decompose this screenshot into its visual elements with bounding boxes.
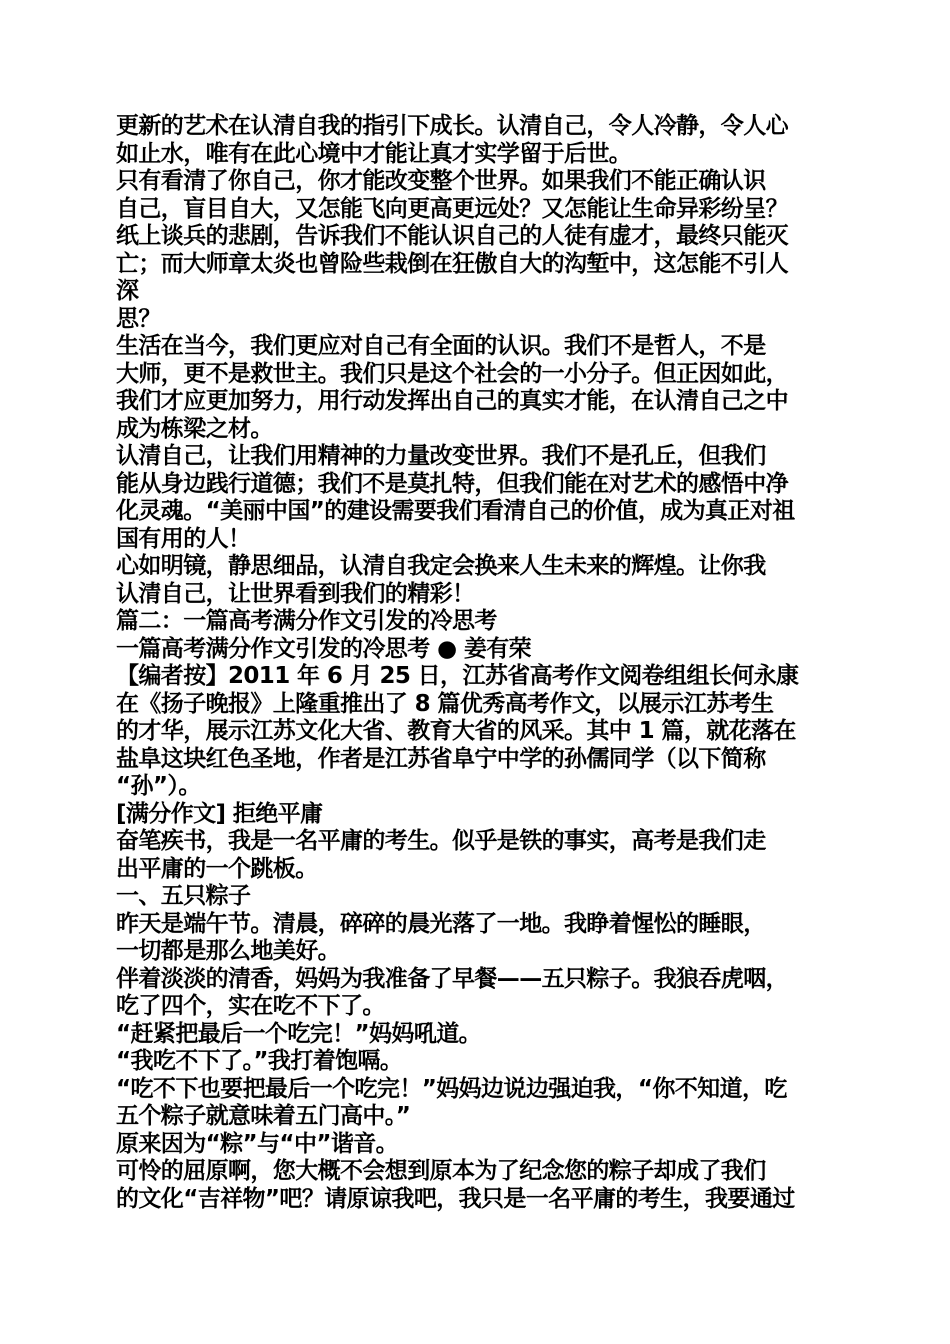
text-line: “我吃不下了。”我打着饱嗝。 bbox=[116, 1048, 403, 1074]
text-line: 如止水，唯有在此心境中才能让真才实学留于后世。 bbox=[116, 140, 632, 167]
text-line: 【编者按】2011 年 6 月 25 日，江苏省高考作文阅卷组组长何永康 bbox=[116, 663, 799, 689]
text-line: 奋笔疾书，我是一名平庸的考生。似乎是铁的事实，高考是我们走 bbox=[116, 828, 766, 854]
text-line: 自己，盲目自大，又怎能飞向更高更远处？又怎能让生命异彩纷呈？ bbox=[116, 195, 789, 222]
text-line: “赶紧把最后一个吃完！”妈妈吼道。 bbox=[116, 1020, 482, 1047]
essay-text bbox=[116, 113, 846, 1213]
text-line: 吃了四个，实在吃不下了。 bbox=[116, 993, 385, 1019]
text-line: 认清自己，让我们用精神的力量改变世界。我们不是孔丘，但我们 bbox=[116, 443, 766, 469]
text-line: 的文化“吉祥物”吧？请原谅我吧，我只是一名平庸的考生，我要通过 bbox=[116, 1185, 795, 1212]
text-line: 能从身边践行道德；我们不是莫扎特，但我们能在对艺术的感悟中净 bbox=[116, 470, 789, 497]
text-line: 原来因为“粽”与“中”谐音。 bbox=[116, 1130, 399, 1157]
text-line: 认清自己，让世界看到我们的精彩！ bbox=[116, 580, 475, 607]
section-heading: 篇二：一篇高考满分作文引发的冷思考 bbox=[116, 608, 497, 634]
text-line: 在《扬子晚报》上隆重推出了 8 篇优秀高考作文，以展示江苏考生 bbox=[116, 690, 774, 717]
text-line: 深 bbox=[116, 278, 139, 304]
text-line: “孙”）。 bbox=[116, 773, 201, 799]
subsection-heading: 一、五只粽子 bbox=[116, 883, 251, 909]
text-line: 可怜的屈原啊，您大概不会想到原本为了纪念您的粽子却成了我们 bbox=[116, 1158, 766, 1184]
text-line: 大师，更不是救世主。我们只是这个社会的一小分子。但正因如此， bbox=[116, 360, 789, 387]
essay-title: [满分作文] 拒绝平庸 bbox=[116, 800, 323, 827]
text-line: 昨天是端午节。清晨，碎碎的晨光落了一地。我睁着惺忪的睡眼， bbox=[116, 910, 766, 937]
text-line: 五个粽子就意味着五门高中。” bbox=[116, 1103, 411, 1129]
text-line: 化灵魂。“美丽中国”的建设需要我们看清自己的价值，成为真正对祖 bbox=[116, 498, 795, 524]
text-line: “吃不下也要把最后一个吃完！”妈妈边说边强迫我，“你不知道，吃 bbox=[116, 1075, 787, 1102]
text-line: 出平庸的一个跳板。 bbox=[116, 855, 318, 882]
text-line: 伴着淡淡的清香，妈妈为我准备了早餐——五只粽子。我狼吞虎咽， bbox=[116, 965, 789, 992]
text-line: 只有看清了你自己，你才能改变整个世界。如果我们不能正确认识 bbox=[116, 168, 766, 194]
text-line: 思？ bbox=[116, 305, 161, 332]
text-line: 生活在当今，我们更应对自己有全面的认识。我们不是哲人，不是 bbox=[116, 333, 766, 359]
text-line: 成为栋梁之材。 bbox=[116, 415, 273, 442]
text-line: 国有用的人！ bbox=[116, 525, 251, 552]
text-line: 纸上谈兵的悲剧，告诉我们不能认识自己的人徒有虚才，最终只能灭 bbox=[116, 223, 789, 249]
text-line: 亡；而大师章太炎也曾险些栽倒在狂傲自大的沟堑中，这怎能不引人 bbox=[116, 250, 789, 277]
article-title: 一篇高考满分作文引发的冷思考 ● 姜有荣 bbox=[116, 635, 532, 662]
text-line: 更新的艺术在认清自我的指引下成长。认清自己，令人冷静，令人心 bbox=[116, 113, 789, 139]
text-line: 的才华，展示江苏文化大省、教育大省的风采。其中 1 篇，就花落在 bbox=[116, 718, 796, 744]
text-line: 一切都是那么地美好。 bbox=[116, 938, 341, 964]
text-line: 心如明镜，静思细品，认清自我定会换来人生未来的辉煌。让你我 bbox=[116, 553, 766, 579]
text-line: 我们才应更加努力，用行动发挥出自己的真实才能，在认清自己之中 bbox=[116, 388, 789, 414]
text-line: 盐阜这块红色圣地，作者是江苏省阜宁中学的孙儒同学（以下简称 bbox=[116, 745, 766, 772]
